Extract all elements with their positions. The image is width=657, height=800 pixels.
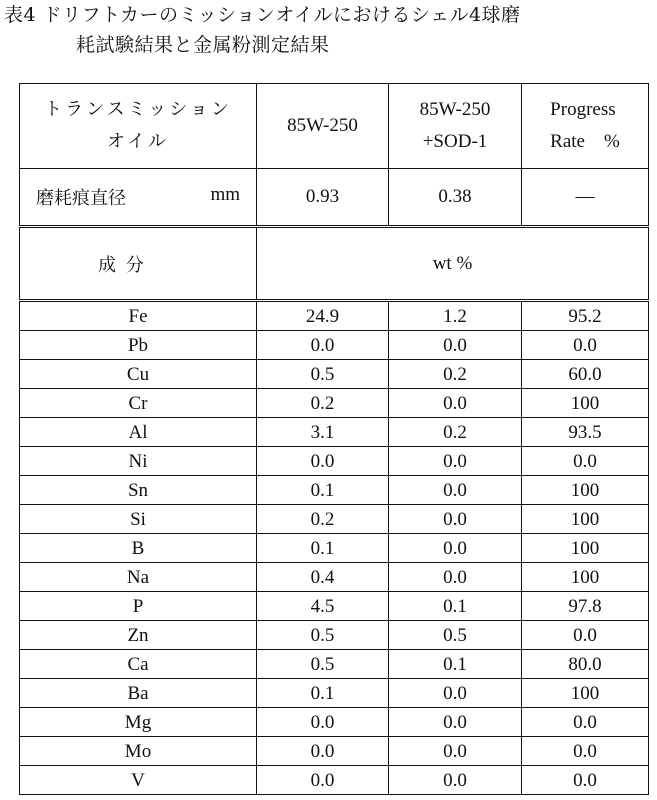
- base-oil-value: 0.1: [257, 476, 389, 505]
- additive-oil-value: 0.1: [389, 592, 522, 621]
- table-row: [20, 447, 649, 476]
- additive-oil-value: 1.2: [389, 301, 522, 331]
- additive-oil-value: 0.0: [389, 389, 522, 418]
- table-row: [20, 301, 649, 331]
- results-table: [19, 83, 649, 795]
- element-cell: Zn: [20, 621, 257, 650]
- component-unit: wt %: [257, 227, 649, 301]
- progress-rate-value: 100: [522, 679, 649, 708]
- header-oil-type-line2: オイル: [106, 131, 170, 152]
- base-oil-value: 0.4: [257, 563, 389, 592]
- progress-rate-value: 0.0: [522, 621, 649, 650]
- component-label: 成 分: [20, 227, 257, 301]
- progress-rate-value: 60.0: [522, 360, 649, 389]
- progress-rate-value: 0.0: [522, 737, 649, 766]
- progress-rate-value: 80.0: [522, 650, 649, 679]
- element-cell: Na: [20, 563, 257, 592]
- element-cell: Pb: [20, 331, 257, 360]
- wear-value-additive: 0.38: [389, 169, 522, 227]
- additive-oil-value: 0.0: [389, 766, 522, 795]
- base-oil-value: 0.0: [257, 737, 389, 766]
- table-row: [20, 679, 649, 708]
- base-oil-value: 0.5: [257, 621, 389, 650]
- header-progress-line1: Progress: [550, 99, 616, 120]
- table-caption: [4, 0, 654, 60]
- header-additive-line1: 85W-250: [419, 99, 491, 120]
- additive-oil-value: 0.2: [389, 418, 522, 447]
- base-oil-value: 0.0: [257, 331, 389, 360]
- component-header-row: [20, 227, 649, 301]
- table-row: [20, 592, 649, 621]
- table-row: [20, 534, 649, 563]
- element-cell: Cu: [20, 360, 257, 389]
- wear-row: [20, 169, 649, 227]
- header-progress-line2: Rate %: [550, 131, 620, 152]
- element-cell: P: [20, 592, 257, 621]
- progress-rate-value: 100: [522, 563, 649, 592]
- additive-oil-value: 0.5: [389, 621, 522, 650]
- base-oil-value: 0.2: [257, 389, 389, 418]
- wear-value-base: 0.93: [257, 169, 389, 227]
- progress-rate-value: 97.8: [522, 592, 649, 621]
- caption-line-2: 耗試験結果と金属粉測定結果: [76, 34, 330, 56]
- progress-rate-value: 100: [522, 505, 649, 534]
- additive-oil-value: 0.0: [389, 679, 522, 708]
- element-cell: Fe: [20, 301, 257, 331]
- header-progress-rate: [522, 84, 649, 169]
- header-oil-type: [20, 84, 257, 169]
- wear-label: 磨耗痕直径: [36, 188, 126, 209]
- wear-unit: mm: [210, 184, 240, 205]
- wear-label-cell: [20, 169, 257, 227]
- base-oil-value: 0.1: [257, 534, 389, 563]
- base-oil-value: 4.5: [257, 592, 389, 621]
- header-base-oil: 85W-250: [257, 84, 389, 169]
- additive-oil-value: 0.0: [389, 505, 522, 534]
- header-oil-type-line1: トランスミッション: [44, 99, 232, 120]
- table-row: [20, 418, 649, 447]
- base-oil-value: 0.0: [257, 708, 389, 737]
- progress-rate-value: 100: [522, 476, 649, 505]
- table-row: [20, 476, 649, 505]
- table-row: [20, 621, 649, 650]
- progress-rate-value: 0.0: [522, 331, 649, 360]
- table-row: [20, 708, 649, 737]
- base-oil-value: 0.0: [257, 447, 389, 476]
- progress-rate-value: 95.2: [522, 301, 649, 331]
- progress-rate-value: 93.5: [522, 418, 649, 447]
- table-row: [20, 563, 649, 592]
- additive-oil-value: 0.0: [389, 447, 522, 476]
- additive-oil-value: 0.0: [389, 708, 522, 737]
- table-row: [20, 650, 649, 679]
- element-cell: Mo: [20, 737, 257, 766]
- table-row: [20, 766, 649, 795]
- base-oil-value: 0.0: [257, 766, 389, 795]
- base-oil-value: 0.5: [257, 360, 389, 389]
- additive-oil-value: 0.1: [389, 650, 522, 679]
- additive-oil-value: 0.0: [389, 737, 522, 766]
- element-cell: Mg: [20, 708, 257, 737]
- wear-value-rate: —: [522, 169, 649, 227]
- additive-oil-value: 0.0: [389, 534, 522, 563]
- progress-rate-value: 0.0: [522, 766, 649, 795]
- caption-line-1: 表4 ドリフトカーのミッションオイルにおけるシェル4球磨: [4, 4, 521, 26]
- table-row: [20, 737, 649, 766]
- additive-oil-value: 0.0: [389, 331, 522, 360]
- table-row: [20, 331, 649, 360]
- base-oil-value: 0.5: [257, 650, 389, 679]
- additive-oil-value: 0.0: [389, 476, 522, 505]
- progress-rate-value: 100: [522, 389, 649, 418]
- element-cell: V: [20, 766, 257, 795]
- additive-oil-value: 0.0: [389, 563, 522, 592]
- additive-oil-value: 0.2: [389, 360, 522, 389]
- header-additive-line2: +SOD-1: [422, 131, 488, 152]
- table-row: [20, 505, 649, 534]
- base-oil-value: 0.1: [257, 679, 389, 708]
- element-cell: Si: [20, 505, 257, 534]
- progress-rate-value: 0.0: [522, 447, 649, 476]
- base-oil-value: 24.9: [257, 301, 389, 331]
- element-cell: B: [20, 534, 257, 563]
- element-cell: Cr: [20, 389, 257, 418]
- progress-rate-value: 100: [522, 534, 649, 563]
- header-row: [20, 84, 649, 169]
- element-cell: Ni: [20, 447, 257, 476]
- header-additive-oil: [389, 84, 522, 169]
- progress-rate-value: 0.0: [522, 708, 649, 737]
- base-oil-value: 0.2: [257, 505, 389, 534]
- base-oil-value: 3.1: [257, 418, 389, 447]
- element-cell: Ca: [20, 650, 257, 679]
- table-row: [20, 360, 649, 389]
- element-cell: Al: [20, 418, 257, 447]
- element-cell: Ba: [20, 679, 257, 708]
- element-cell: Sn: [20, 476, 257, 505]
- table-row: [20, 389, 649, 418]
- metal-content-rows: [20, 301, 649, 795]
